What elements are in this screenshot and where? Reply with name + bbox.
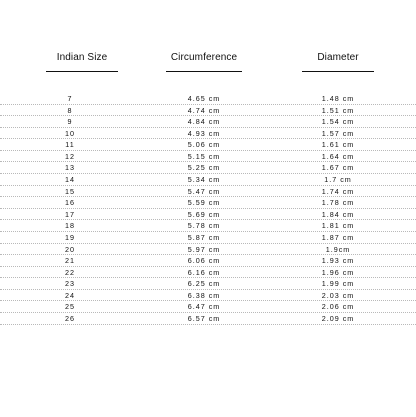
cell-diameter: 1.57 cm	[321, 128, 355, 138]
cell-indian-size: 10	[65, 128, 75, 138]
cell-circumference: 4.93 cm	[187, 128, 221, 138]
cell-diameter: 1.64 cm	[321, 151, 355, 161]
header-circumference	[166, 52, 242, 72]
cell-indian-size: 20	[65, 244, 75, 254]
cell-diameter: 1.54 cm	[321, 117, 355, 127]
header-diameter-label: Diameter	[317, 52, 359, 63]
cell-circumference: 6.25 cm	[187, 279, 221, 289]
table-row	[0, 162, 416, 174]
cell-indian-size: 14	[65, 175, 75, 185]
cell-diameter: 1.93 cm	[321, 256, 355, 266]
table-row	[0, 174, 416, 186]
table-row	[0, 220, 416, 232]
cell-diameter: 1.96 cm	[321, 267, 355, 277]
table-row	[0, 209, 416, 221]
table-row	[0, 197, 416, 209]
cell-indian-size: 8	[67, 105, 73, 115]
table-row	[0, 139, 416, 151]
cell-diameter: 1.7 cm	[324, 175, 352, 185]
table-row	[0, 128, 416, 140]
cell-circumference: 5.47 cm	[187, 186, 221, 196]
cell-diameter: 1.78 cm	[321, 198, 355, 208]
cell-diameter: 1.51 cm	[321, 105, 355, 115]
table-row	[0, 244, 416, 256]
cell-circumference: 5.15 cm	[187, 151, 221, 161]
header-circumference-label: Circumference	[170, 52, 238, 63]
cell-diameter: 1.48 cm	[321, 94, 355, 103]
cell-circumference: 5.78 cm	[187, 221, 221, 231]
cell-circumference: 6.57 cm	[187, 313, 221, 323]
cell-diameter: 1.87 cm	[321, 232, 355, 242]
cell-diameter: 1.74 cm	[321, 186, 355, 196]
cell-diameter: 1.9cm	[325, 244, 351, 254]
cell-circumference: 5.69 cm	[187, 209, 221, 219]
table-row	[0, 267, 416, 279]
cell-indian-size: 17	[65, 209, 75, 219]
cell-indian-size: 21	[65, 256, 75, 266]
size-table	[0, 93, 416, 325]
table-row	[0, 105, 416, 117]
table-row	[0, 301, 416, 313]
cell-diameter: 1.61 cm	[321, 140, 355, 150]
cell-diameter: 2.09 cm	[321, 313, 355, 323]
table-row	[0, 232, 416, 244]
cell-circumference: 6.06 cm	[187, 256, 221, 266]
cell-diameter: 2.06 cm	[321, 302, 355, 312]
cell-diameter: 1.81 cm	[321, 221, 355, 231]
cell-indian-size: 12	[65, 151, 75, 161]
cell-circumference: 5.25 cm	[187, 163, 221, 173]
header-indian-size	[46, 52, 118, 72]
table-row	[0, 255, 416, 267]
cell-indian-size: 22	[65, 267, 75, 277]
table-row	[0, 313, 416, 325]
cell-circumference: 6.16 cm	[187, 267, 221, 277]
table-row	[0, 186, 416, 198]
cell-indian-size: 16	[65, 198, 75, 208]
table-row	[0, 151, 416, 163]
cell-indian-size: 24	[65, 290, 75, 300]
cell-diameter: 2.03 cm	[321, 290, 355, 300]
cell-circumference: 5.06 cm	[187, 140, 221, 150]
cell-circumference: 4.65 cm	[187, 94, 221, 103]
header-indian-size-label: Indian Size	[56, 52, 108, 63]
cell-circumference: 5.59 cm	[187, 198, 221, 208]
cell-circumference: 4.74 cm	[187, 105, 221, 115]
header-diameter	[302, 52, 374, 72]
table-row	[0, 93, 416, 105]
cell-indian-size: 7	[67, 94, 73, 103]
cell-indian-size: 11	[65, 140, 75, 150]
cell-diameter: 1.67 cm	[321, 163, 355, 173]
cell-circumference: 5.87 cm	[187, 232, 221, 242]
header-underline	[302, 71, 374, 72]
cell-indian-size: 9	[67, 117, 73, 127]
cell-circumference: 5.97 cm	[187, 244, 221, 254]
cell-indian-size: 15	[65, 186, 75, 196]
header-underline	[46, 71, 118, 72]
cell-indian-size: 13	[65, 163, 75, 173]
table-row	[0, 290, 416, 302]
cell-indian-size: 26	[65, 313, 75, 323]
table-row	[0, 116, 416, 128]
cell-circumference: 4.84 cm	[187, 117, 221, 127]
cell-indian-size: 18	[65, 221, 75, 231]
cell-circumference: 6.47 cm	[187, 302, 221, 312]
cell-indian-size: 25	[65, 302, 75, 312]
cell-diameter: 1.84 cm	[321, 209, 355, 219]
cell-circumference: 5.34 cm	[187, 175, 221, 185]
cell-diameter: 1.99 cm	[321, 279, 355, 289]
cell-circumference: 6.38 cm	[187, 290, 221, 300]
cell-indian-size: 19	[65, 232, 75, 242]
cell-indian-size: 23	[65, 279, 75, 289]
table-row	[0, 278, 416, 290]
header-underline	[166, 71, 242, 72]
